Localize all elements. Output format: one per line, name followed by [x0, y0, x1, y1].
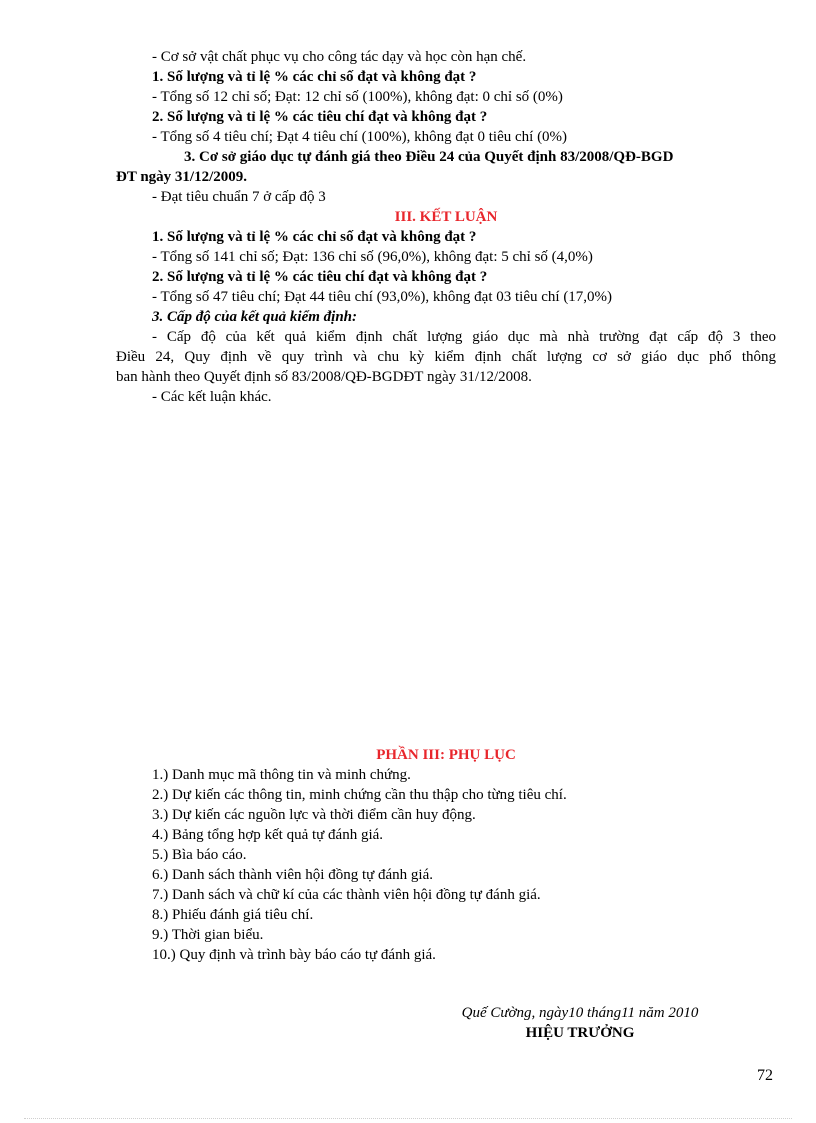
appendix-item: 2.) Dự kiến các thông tin, minh chứng cần thu thập cho từng tiêu chí. — [152, 787, 567, 803]
conclusion-title: III. KẾT LUẬN — [394, 209, 498, 225]
paragraph-line: Điều 24, Quy định về quy trình và chu kỳ kiểm định chất lượng cơ sở giáo dục phổ thông — [116, 349, 776, 365]
appendix-item: 3.) Dự kiến các nguồn lực và thời điểm cần huy động. — [152, 807, 476, 823]
appendix-item: 6.) Danh sách thành viên hội đồng tự đánh giá. — [152, 867, 433, 883]
section-heading: 3. Cơ sở giáo dục tự đánh giá theo Điều 24 của Quyết định 83/2008/QĐ-BGD — [184, 149, 674, 165]
section-heading: 2. Số lượng và tỉ lệ % các tiêu chí đạt và không đạt ? — [152, 269, 488, 285]
text-line: - Các kết luận khác. — [152, 389, 272, 405]
page-number: 72 — [757, 1067, 773, 1084]
signature-date: Quế Cường, ngày10 tháng11 năm 2010 — [461, 1005, 699, 1021]
page-footer-divider — [24, 1118, 792, 1119]
text-line: - Tổng số 4 tiêu chí; Đạt 4 tiêu chí (100%), không đạt 0 tiêu chí (0%) — [152, 129, 568, 145]
text-line: - Cơ sở vật chất phục vụ cho công tác dạy và học còn hạn chế. — [152, 49, 527, 65]
paragraph-line: - Cấp độ của kết quả kiểm định chất lượng giáo dục mà nhà trường đạt cấp độ 3 theo — [152, 329, 776, 345]
appendix-item: 9.) Thời gian biểu. — [152, 927, 264, 943]
appendix-item: 8.) Phiếu đánh giá tiêu chí. — [152, 907, 314, 923]
text-line: - Tổng số 141 chỉ số; Đạt: 136 chỉ số (96,0%), không đạt: 5 chỉ số (4,0%) — [152, 249, 593, 265]
section-heading: 3. Cấp độ của kết quả kiểm định: — [152, 309, 358, 325]
appendix-item: 10.) Quy định và trình bày báo cáo tự đánh giá. — [152, 947, 436, 963]
appendix-item: 7.) Danh sách và chữ kí của các thành viên hội đồng tự đánh giá. — [152, 887, 541, 903]
appendix-title: PHẦN III: PHỤ LỤC — [376, 747, 516, 763]
signature-title: HIỆU TRƯỞNG — [525, 1025, 635, 1041]
appendix-item: 5.) Bìa báo cáo. — [152, 847, 247, 863]
text-line: - Tổng số 47 tiêu chí; Đạt 44 tiêu chí (93,0%), không đạt 03 tiêu chí (17,0%) — [152, 289, 613, 305]
section-heading: 1. Số lượng và tỉ lệ % các chỉ số đạt và không đạt ? — [152, 229, 477, 245]
document-body — [116, 47, 776, 407]
section-heading-cont: ĐT ngày 31/12/2009. — [116, 169, 247, 185]
section-heading: 1. Số lượng và tỉ lệ % các chỉ số đạt và không đạt ? — [152, 69, 477, 85]
appendix-item: 4.) Bảng tổng hợp kết quả tự đánh giá. — [152, 827, 384, 843]
section-heading: 2. Số lượng và tỉ lệ % các tiêu chí đạt và không đạt ? — [152, 109, 488, 125]
appendix-item: 1.) Danh mục mã thông tin và minh chứng. — [152, 767, 411, 783]
paragraph-line: ban hành theo Quyết định số 83/2008/QĐ-BGDĐT ngày 31/12/2008. — [116, 369, 532, 385]
signature-block — [420, 1003, 740, 1043]
appendix-section — [116, 745, 776, 965]
text-line: - Tổng số 12 chỉ số; Đạt: 12 chỉ số (100%), không đạt: 0 chỉ số (0%) — [152, 89, 563, 105]
text-line: - Đạt tiêu chuẩn 7 ở cấp độ 3 — [152, 189, 326, 205]
